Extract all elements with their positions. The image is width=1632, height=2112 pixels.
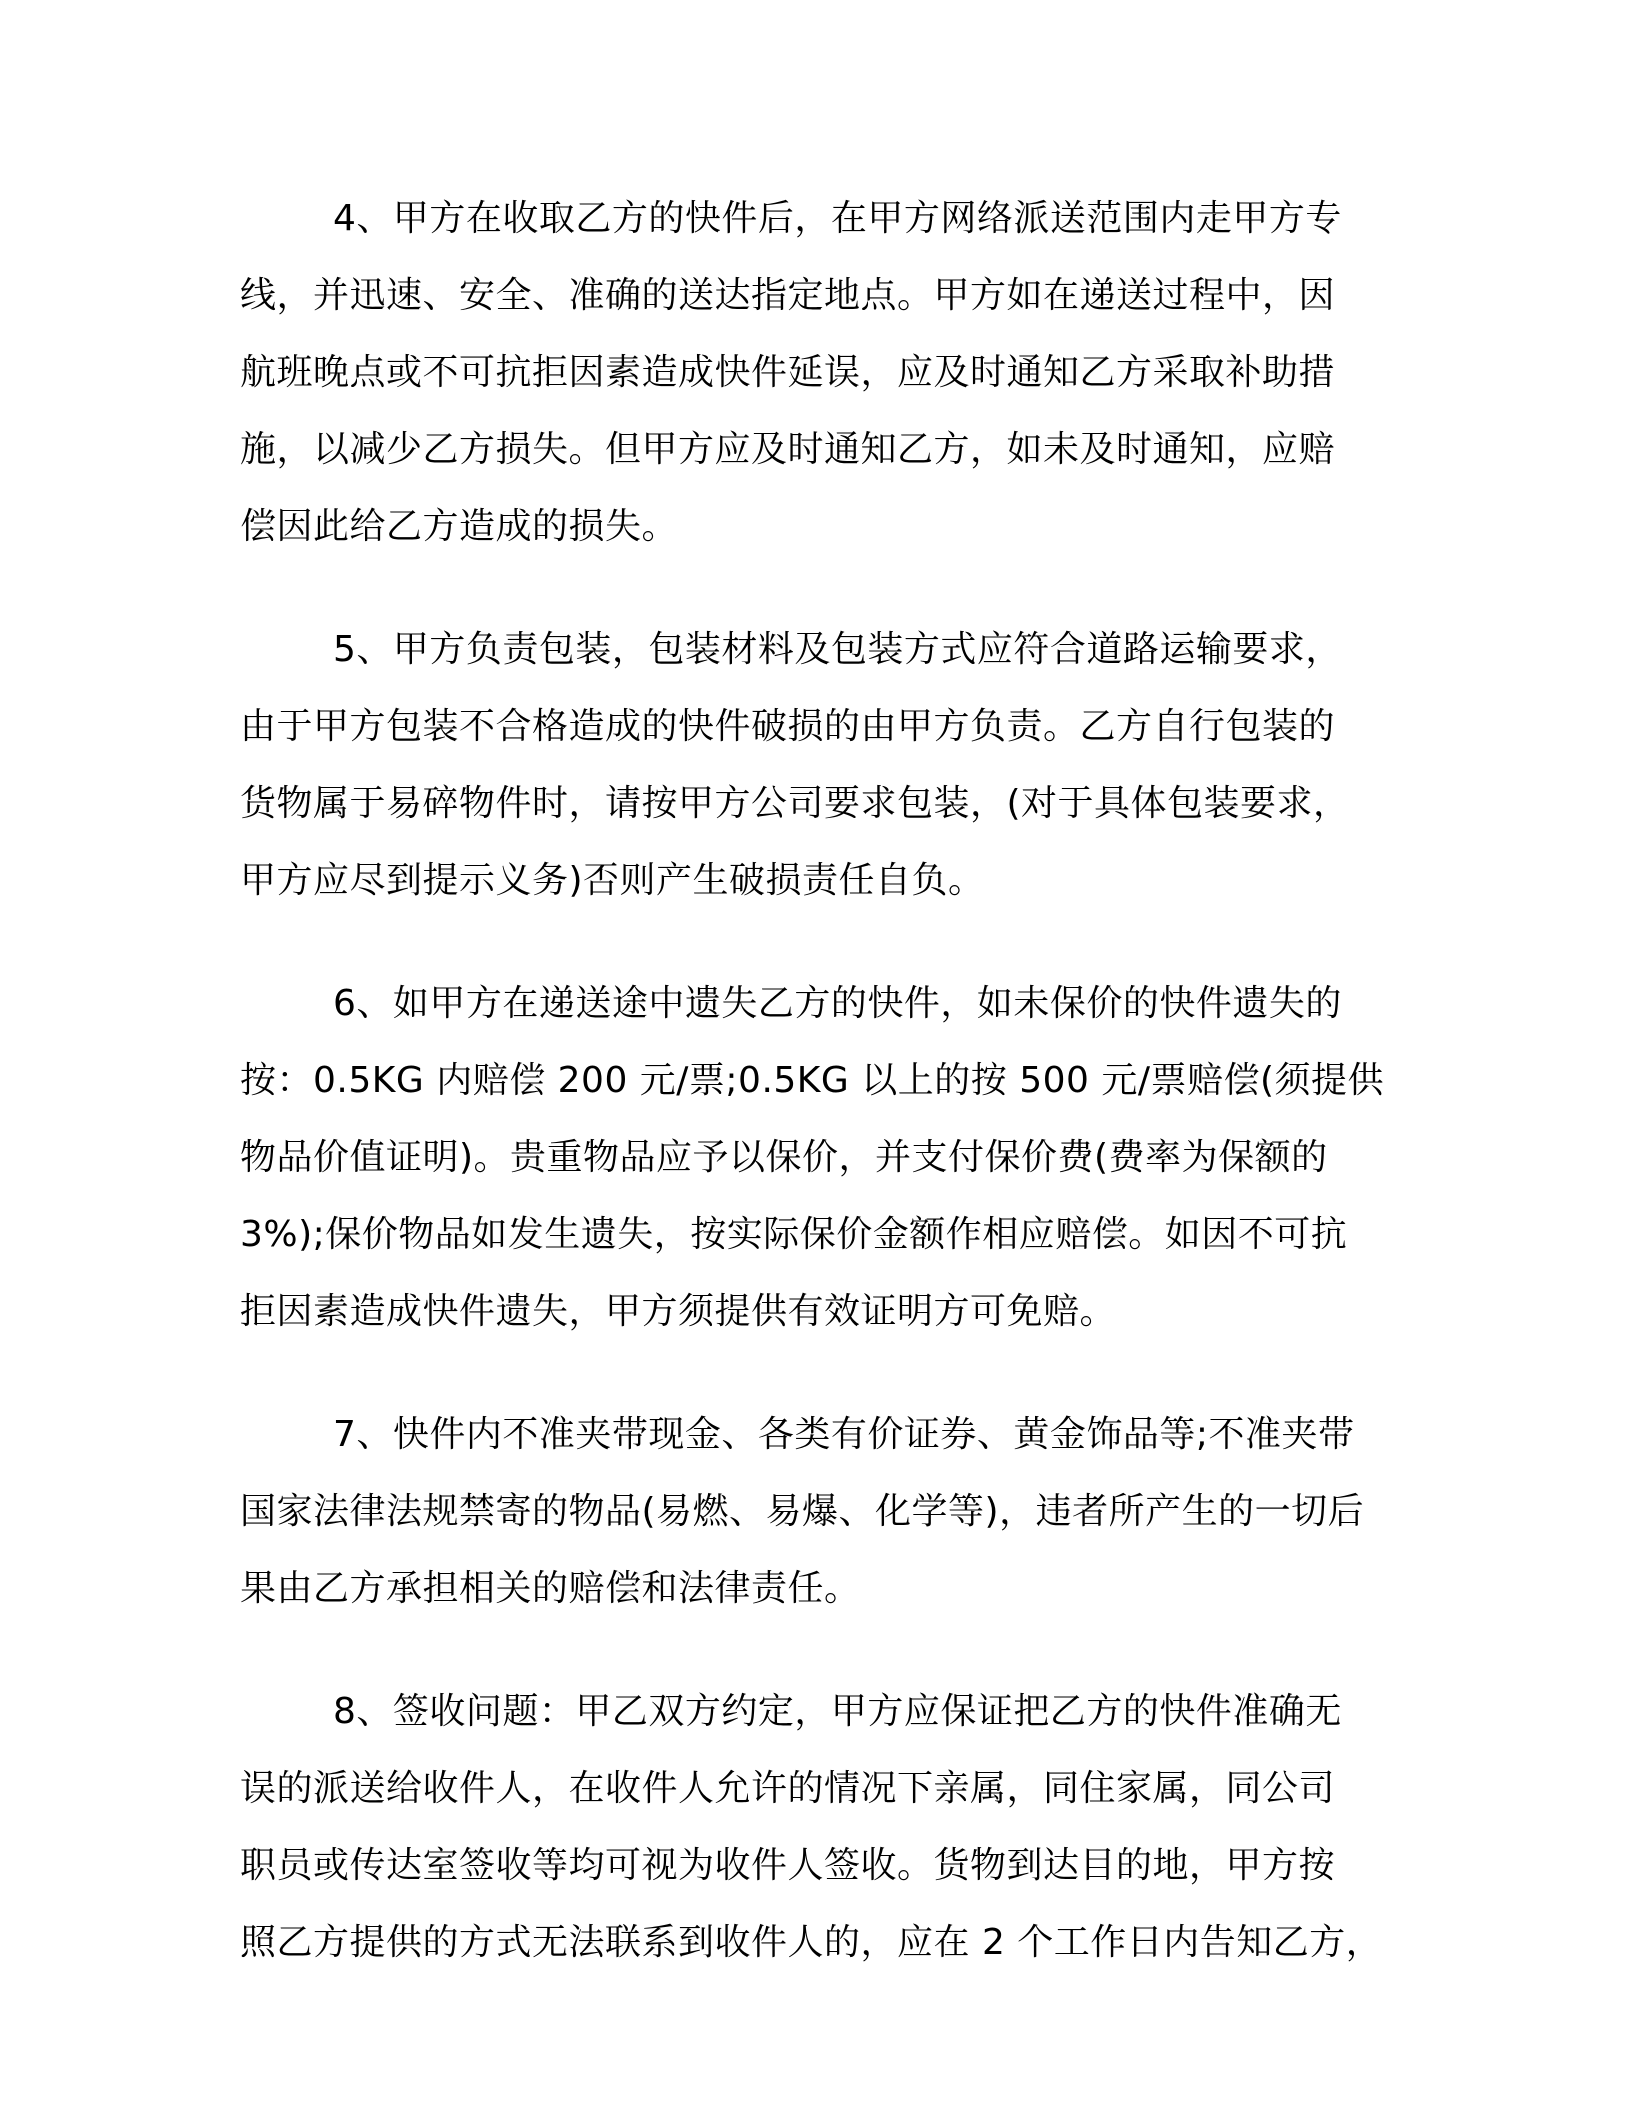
paragraph-line: 由于甲方包装不合格造成的快件破损的由甲方负责。乙方自行包装的 [240, 706, 1336, 747]
paragraph-line: 拒因素造成快件遗失，甲方须提供有效证明方可免赔。 [240, 1291, 1117, 1332]
paragraph-line: 8、签收问题：甲乙双方约定，甲方应保证把乙方的快件准确无 [333, 1691, 1342, 1732]
paragraph-line: 按：0.5KG 内赔偿 200 元/票;0.5KG 以上的按 500 元/票赔偿(须提供 [240, 1060, 1385, 1101]
paragraph-line: 国家法律法规禁寄的物品(易燃、易爆、化学等)，违者所产生的一切后 [240, 1491, 1365, 1532]
clause-6-paragraph [240, 965, 1390, 1350]
paragraph-line: 偿因此给乙方造成的损失。 [240, 506, 679, 547]
paragraph-line: 线，并迅速、安全、准确的送达指定地点。甲方如在递送过程中，因 [240, 275, 1336, 316]
paragraph-line: 6、如甲方在递送途中遗失乙方的快件，如未保价的快件遗失的 [333, 983, 1342, 1024]
paragraph-line: 职员或传达室签收等均可视为收件人签收。货物到达目的地，甲方按 [240, 1845, 1336, 1886]
paragraph-line: 物品价值证明)。贵重物品应予以保价，并支付保价费(费率为保额的 [240, 1137, 1328, 1178]
paragraph-line: 3%);保价物品如发生遗失，按实际保价金额作相应赔偿。如因不可抗 [240, 1214, 1348, 1255]
paragraph-line: 照乙方提供的方式无法联系到收件人的，应在 2 个工作日内告知乙方， [240, 1922, 1383, 1963]
paragraph-line: 7、快件内不准夹带现金、各类有价证券、黄金饰品等;不准夹带 [333, 1414, 1355, 1455]
paragraph-line: 4、甲方在收取乙方的快件后，在甲方网络派送范围内走甲方专 [333, 198, 1342, 239]
clause-7-paragraph [240, 1396, 1390, 1627]
paragraph-line: 航班晚点或不可抗拒因素造成快件延误，应及时通知乙方采取补助措 [240, 352, 1336, 393]
paragraph-line: 货物属于易碎物件时，请按甲方公司要求包装，(对于具体包装要求， [240, 783, 1350, 824]
paragraph-line: 误的派送给收件人，在收件人允许的情况下亲属，同住家属，同公司 [240, 1768, 1336, 1809]
paragraph-line: 果由乙方承担相关的赔偿和法律责任。 [240, 1568, 861, 1609]
clause-8-paragraph [240, 1673, 1390, 1981]
paragraph-line: 甲方应尽到提示义务)否则产生破损责任自负。 [240, 860, 985, 901]
clause-5-paragraph [240, 611, 1390, 919]
paragraph-line: 施，以减少乙方损失。但甲方应及时通知乙方，如未及时通知，应赔 [240, 429, 1336, 470]
clause-4-paragraph [240, 180, 1390, 565]
document-body [240, 180, 1390, 2027]
paragraph-line: 5、甲方负责包装，包装材料及包装方式应符合道路运输要求， [333, 629, 1342, 670]
